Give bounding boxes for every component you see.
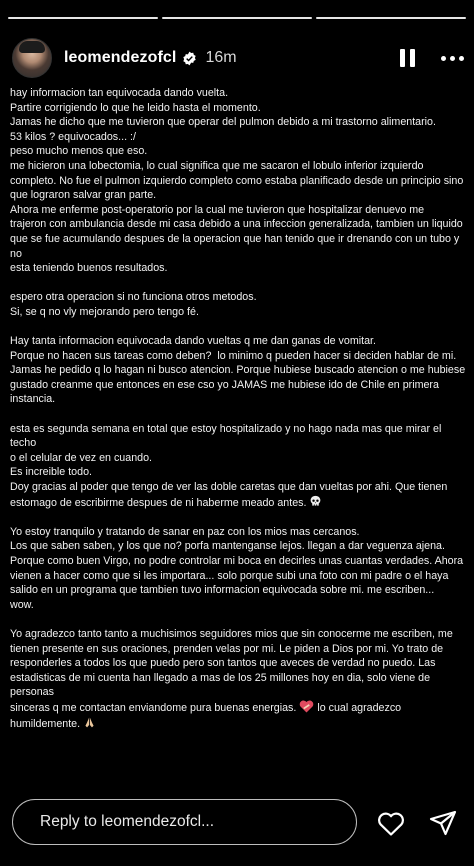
time-ago: 16m <box>205 49 237 66</box>
text-line: hay informacion tan equivocada dando vuelta. <box>10 87 229 99</box>
reply-field[interactable] <box>12 799 357 845</box>
text-line: 53 kilos ? equivocados... :/ <box>10 130 136 143</box>
text-line-with-emoji <box>10 700 470 716</box>
text-line: tienen presente en sus oraciones, prenden velas por mi. Le piden a Dios por mi. Yo trato de <box>10 642 444 655</box>
text-line: Hay tanta informacion equivocada dando vueltas q me dan ganas de vomitar. <box>10 335 376 348</box>
text-line-with-emoji <box>10 716 470 732</box>
text-line: instancia. <box>10 393 56 406</box>
pause-icon[interactable] <box>400 49 415 67</box>
reply-input[interactable] <box>40 813 340 831</box>
text-line: Porque no hacen sus tareas como deben? lo minimo q pueden hacer si deciden hablar de mi. <box>10 349 457 362</box>
text-line: gustado creanme que entonces en ese cso yo JAMAS me hubiese ido de Chile en primera <box>10 378 439 391</box>
progress-segment-2 <box>162 17 312 19</box>
heart-bandage-emoji <box>299 700 314 713</box>
verified-badge-icon <box>182 51 197 66</box>
avatar[interactable] <box>12 38 52 78</box>
text-segment: estomago de escribirme despues de ni haberme meado antes. <box>10 496 307 509</box>
text-line: me hicieron una lobectomia, lo cual significa que me sacaron el lobulo inferior izquierdo <box>10 159 424 172</box>
text-segment: humildemente. <box>10 717 81 730</box>
text-line: Los que saben saben, y los que no? porfa mantenganse lejos. llegan a dar veguenza ajena. <box>10 540 445 553</box>
heart-outline-icon[interactable] <box>376 808 406 838</box>
text-line: responderles a todos los que puedo pero son tantos que aveces de verdad no puedo. Las <box>10 657 436 670</box>
progress-segment-1 <box>8 17 158 19</box>
text-segment: lo cual agradezco <box>317 701 402 714</box>
text-line: Jamas he dicho que me tuvieron que operar del pulmon debido a mi trastorno alimentario. <box>10 116 436 129</box>
skull-emoji <box>309 495 322 508</box>
text-line: trajeron con ambulancia desde mi casa debido a una infeccion generalizada, tambien un liquido <box>10 218 463 231</box>
text-line: esta es segunda semana en total que estoy hospitalizado y no hago nada mas que mirar el techo <box>10 422 445 450</box>
text-line: wow. <box>10 598 34 611</box>
text-line: Partire corrigiendo lo que he leido hasta el momento. <box>10 101 261 114</box>
text-line: que se fue acumulando despues de la operacion que han tenido que ir drenando con un tubo y no <box>10 232 463 260</box>
text-line: espero otra operacion si no funciona otros metodos. <box>10 291 257 304</box>
story-progress-bar <box>8 17 466 19</box>
text-line: Es increible todo. <box>10 466 92 479</box>
text-line: Yo estoy tranquilo y tratando de sanar en paz con los mios mas cercanos. <box>10 525 360 538</box>
text-line: Yo agradezco tanto tanto a muchisimos seguidores mios que sin conocerme me escriben, me <box>10 627 453 640</box>
text-line: Porque como buen Virgo, no podre controlar mi boca en decirles unas cuantas verdades. Ahora <box>10 555 464 567</box>
text-segment: sinceras q me contactan enviandome pura buenas energias. <box>10 701 297 714</box>
praying-hands-emoji <box>83 716 96 729</box>
story-text <box>10 86 470 731</box>
story-header <box>12 38 464 78</box>
text-line: esta teniendo buenos resultados. <box>10 262 168 275</box>
text-line-with-emoji <box>10 495 470 511</box>
more-options-icon[interactable] <box>441 56 464 61</box>
text-line: vienen a hacer como que si les importara... solo porque subi una foto con mi padre o el haya <box>10 569 449 582</box>
username[interactable]: leomendezofcl <box>64 49 177 66</box>
text-line: salido en un programa que tambien tuvo informacion equivocada sobre mi. me escriben... <box>10 584 435 597</box>
text-line: peso mucho menos que eso. <box>10 145 148 158</box>
text-line: Doy gracias al poder que tengo de ver las doble caretas que dan vueltas por ahi. Que tienen <box>10 481 448 494</box>
text-line: que lograron salvar gran parte. <box>10 189 157 202</box>
text-line: Jamas he pedido q lo hagan ni busco atencion. Porque hubiese buscado atencion o me hubiese <box>10 364 466 377</box>
text-line: Ahora me enferme post-operatorio por la cual me tuvieron que hospitalizar denuevo me <box>10 203 425 216</box>
text-line: estadisticas de mi cuenta han llegado a mas de los 25 millones hoy en dia, solo viene de personas <box>10 671 434 699</box>
send-icon[interactable] <box>428 808 458 838</box>
text-line: Si, se q no vly mejorando pero tengo fé. <box>10 305 199 318</box>
text-line: o el celular de vez en cuando. <box>10 451 153 464</box>
text-line: completo. No fue el pulmon izquierdo completo como estaba planificado desde un principio sino <box>10 174 464 187</box>
progress-segment-3 <box>316 17 466 19</box>
